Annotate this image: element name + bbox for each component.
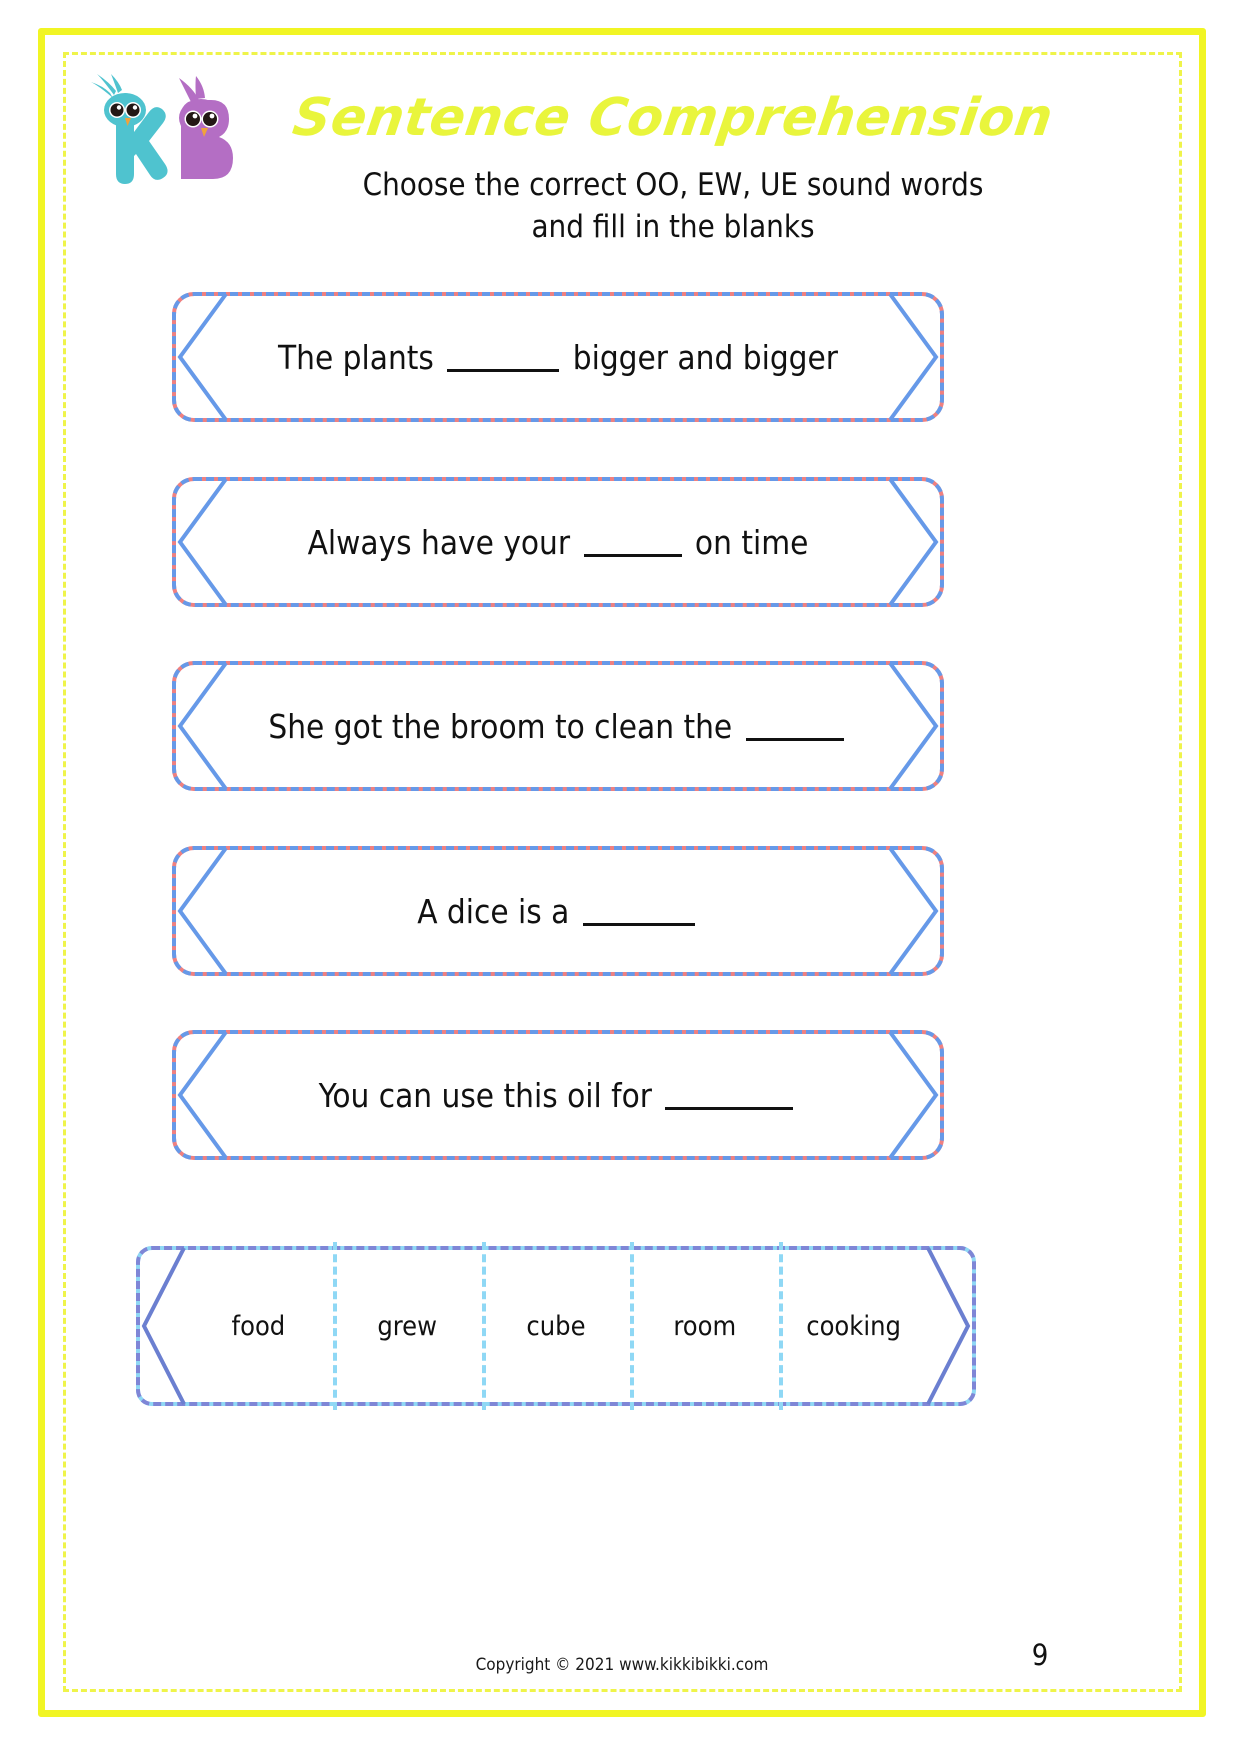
sentence-4-before: A dice is a — [417, 891, 579, 931]
sentence-banner-3 — [172, 661, 944, 791]
logo-b-bird — [179, 76, 233, 179]
sentence-banner-5 — [172, 1030, 944, 1160]
sentence-banner-1 — [172, 292, 944, 422]
sentence-1-before: The plants — [278, 337, 444, 377]
chevron-right-icon — [888, 1030, 940, 1160]
word-bank-item[interactable]: cooking — [779, 1246, 928, 1406]
logo-k-bird — [91, 74, 168, 184]
chevron-right-icon — [888, 846, 940, 976]
word-bank-item[interactable]: room — [630, 1246, 779, 1406]
chevron-right-icon — [888, 661, 940, 791]
page-header — [63, 60, 1182, 260]
sentence-text-2 — [232, 477, 884, 607]
answer-blank-3[interactable] — [746, 712, 844, 741]
chevron-right-icon — [888, 477, 940, 607]
sentence-2-before: Always have your — [307, 522, 580, 562]
word-bank — [136, 1246, 976, 1406]
sentence-2-after: on time — [685, 522, 809, 562]
sentence-text-4 — [232, 846, 884, 976]
chevron-left-icon — [140, 1246, 186, 1406]
answer-blank-5[interactable] — [665, 1081, 793, 1110]
answer-blank-4[interactable] — [583, 897, 695, 926]
sentence-1-after: bigger and bigger — [563, 337, 838, 377]
sentence-banner-2 — [172, 477, 944, 607]
copyright-text: Copyright © 2021 www.kikkibikki.com — [475, 1655, 769, 1675]
chevron-left-icon — [176, 292, 228, 422]
instruction-line-1: Choose the correct OO, EW, UE sound words — [362, 167, 984, 203]
sentence-5-before: You can use this oil for — [318, 1075, 662, 1115]
sentence-text-3 — [232, 661, 884, 791]
instructions — [223, 165, 1123, 249]
chevron-right-icon — [926, 1246, 972, 1406]
answer-blank-2[interactable] — [584, 528, 682, 557]
page-title: Sentence Comprehension — [289, 88, 1057, 148]
sentence-text-5 — [232, 1030, 884, 1160]
instruction-line-2: and fill in the blanks — [531, 208, 815, 245]
answer-blank-1[interactable] — [447, 343, 559, 372]
chevron-right-icon — [888, 292, 940, 422]
chevron-left-icon — [176, 846, 228, 976]
chevron-left-icon — [176, 477, 228, 607]
sentence-3-before: She got the broom to clean the — [268, 706, 742, 746]
chevron-left-icon — [176, 661, 228, 791]
word-bank-item[interactable]: cube — [482, 1246, 631, 1406]
word-bank-item[interactable]: grew — [333, 1246, 482, 1406]
sentence-banner-4 — [172, 846, 944, 976]
page-number: 9 — [1031, 1638, 1049, 1672]
sentence-text-1 — [232, 292, 884, 422]
word-bank-item[interactable]: food — [231, 1310, 286, 1342]
word-bank-cells — [184, 1246, 928, 1406]
chevron-left-icon — [176, 1030, 228, 1160]
